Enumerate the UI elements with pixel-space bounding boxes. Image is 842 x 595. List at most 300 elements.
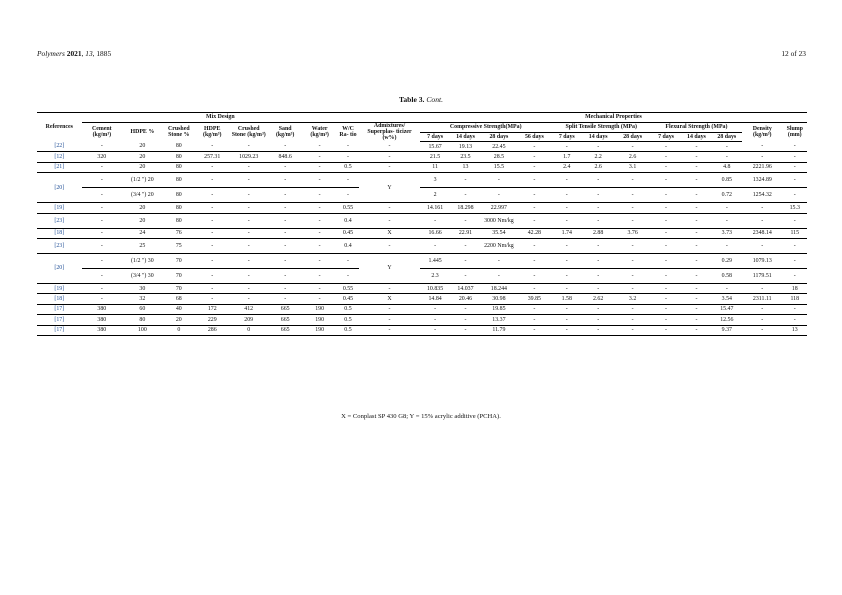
table-cell: 172: [195, 304, 229, 314]
table-cell: -: [517, 152, 551, 162]
table-cell: -: [82, 213, 123, 228]
table-cell: 0.45: [337, 228, 359, 238]
table-cell: 23.5: [450, 152, 480, 162]
table-cell: -: [450, 239, 480, 254]
table-cell: 3.76: [614, 228, 650, 238]
table-cell: -: [582, 304, 614, 314]
table-cell: -: [268, 173, 302, 188]
table-cell: -: [552, 142, 582, 152]
table-cell: -: [229, 228, 268, 238]
journal-volume: 13: [85, 49, 93, 58]
table-cell: -: [651, 325, 681, 335]
table-cell: 22.997: [481, 203, 517, 213]
reference-cell: [19]: [37, 284, 82, 294]
table-cell: -: [712, 239, 742, 254]
table-cell: -: [481, 254, 517, 269]
col-day: 14 days: [450, 132, 480, 142]
table-cell: 70: [163, 269, 195, 284]
table-cell: -: [517, 325, 551, 335]
table-row: [37, 304, 807, 314]
table-cell: -: [359, 152, 420, 162]
table-cell: 380: [82, 315, 123, 325]
table-cell: -: [195, 188, 229, 203]
col-day: 7 days: [651, 132, 681, 142]
table-cell: 0.58: [712, 269, 742, 284]
table-cell: 1324.89: [742, 173, 783, 188]
table-cell: 0.29: [712, 254, 742, 269]
table-cell: -: [450, 213, 480, 228]
table-cell: -: [681, 304, 711, 314]
table-cell: -: [681, 188, 711, 203]
col-day: 14 days: [582, 132, 614, 142]
table-cell: -: [82, 203, 123, 213]
reference-cell: [20]: [37, 254, 82, 284]
table-cell: -: [268, 254, 302, 269]
table-cell: 80: [163, 188, 195, 203]
table-cell: -: [681, 152, 711, 162]
table-cell: 18: [783, 284, 807, 294]
table-cell: 2221.96: [742, 162, 783, 172]
table-cell: -: [651, 254, 681, 269]
table-cell: 14.84: [420, 294, 450, 304]
col-day: 28 days: [481, 132, 517, 142]
col-crushed-pct: Crushed Stone %: [168, 126, 190, 139]
table-cell: -: [195, 239, 229, 254]
table-cell: 320: [82, 152, 123, 162]
table-cell: 100: [122, 325, 163, 335]
table-cell: -: [337, 152, 359, 162]
table-cell: 2.6: [582, 162, 614, 172]
group-mechanical-properties: Mechanical Properties: [420, 113, 807, 123]
table-cell: 19.13: [450, 142, 480, 152]
table-cell: 42.28: [517, 228, 551, 238]
table-cell: -: [614, 325, 650, 335]
table-cell: -: [302, 213, 336, 228]
table-cell: 2.4: [552, 162, 582, 172]
table-cell: -: [742, 239, 783, 254]
table-cell: 80: [163, 173, 195, 188]
col-hdpe-pct: HDPE %: [130, 129, 155, 136]
table-cell: 13: [783, 325, 807, 335]
col-water: Water (kg/m³): [310, 126, 329, 139]
table-row: [37, 162, 807, 172]
col-references: References: [37, 113, 82, 142]
table-cell: 20.46: [450, 294, 480, 304]
table-cell: 24: [122, 228, 163, 238]
table-cell: 665: [268, 304, 302, 314]
table-cell: -: [552, 284, 582, 294]
table-cell: -: [552, 203, 582, 213]
table-cell: -: [481, 188, 517, 203]
table-cell: -: [582, 173, 614, 188]
table-cell: -: [742, 284, 783, 294]
table-cell: 13: [450, 162, 480, 172]
table-cell: -: [517, 173, 551, 188]
table-cell: -: [681, 294, 711, 304]
table-cell: -: [681, 239, 711, 254]
table-cell: -: [651, 188, 681, 203]
table-cell: -: [783, 213, 807, 228]
table-cell: -: [517, 239, 551, 254]
table-cell: -: [552, 254, 582, 269]
table-cell: -: [302, 228, 336, 238]
table-cell: -: [450, 188, 480, 203]
reference-cell: [21]: [37, 162, 82, 172]
table-cell: 40: [163, 304, 195, 314]
table-cell: Y: [359, 173, 420, 203]
table-cell: -: [337, 173, 359, 188]
table-cell: X: [359, 228, 420, 238]
table-cell: -: [517, 304, 551, 314]
table-cell: 28.5: [481, 152, 517, 162]
col-admixtures: Admixtures/ Superplas- ticizer (w%): [367, 123, 412, 142]
table-cell: -: [742, 325, 783, 335]
col-compressive: Compressive Strength(MPa): [420, 123, 552, 133]
table-cell: -: [712, 284, 742, 294]
table-cell: 1029.23: [229, 152, 268, 162]
table-cell: Y: [359, 254, 420, 284]
table-row: [37, 269, 807, 284]
table-cell: -: [359, 304, 420, 314]
col-crushed-kg: Crushed Stone (kg/m³): [231, 126, 266, 139]
table-cell: -: [517, 213, 551, 228]
table-cell: -: [450, 304, 480, 314]
table-cell: (3/4 ") 20: [122, 188, 163, 203]
table-cell: -: [582, 188, 614, 203]
table-cell: -: [268, 239, 302, 254]
reference-cell: [18]: [37, 294, 82, 304]
table-cell: -: [552, 173, 582, 188]
table-cell: 68: [163, 294, 195, 304]
table-row: [37, 188, 807, 203]
table-cell: -: [481, 269, 517, 284]
table-cell: 848.6: [268, 152, 302, 162]
table-cell: -: [681, 142, 711, 152]
table-cell: -: [268, 284, 302, 294]
table-cell: -: [195, 142, 229, 152]
col-day: 56 days: [517, 132, 551, 142]
table-cell: 80: [122, 315, 163, 325]
table-cell: -: [195, 284, 229, 294]
table-cell: -: [552, 315, 582, 325]
table-cell: -: [337, 188, 359, 203]
table-cell: 80: [163, 162, 195, 172]
table-cell: -: [582, 315, 614, 325]
table-cell: 2.88: [582, 228, 614, 238]
table-cell: 3: [420, 173, 450, 188]
table-cell: -: [681, 315, 711, 325]
table-cell: -: [614, 188, 650, 203]
reference-cell: [12]: [37, 152, 82, 162]
table-cell: 80: [163, 152, 195, 162]
table-cell: 2.3: [420, 269, 450, 284]
table-cell: 12.56: [712, 315, 742, 325]
table-cell: -: [337, 254, 359, 269]
table-cell: 15.67: [420, 142, 450, 152]
table-cell: -: [195, 294, 229, 304]
table-cell: 2.2: [582, 152, 614, 162]
table-cell: -: [82, 294, 123, 304]
table-cell: -: [783, 188, 807, 203]
table-cell: 76: [163, 228, 195, 238]
table-cell: -: [582, 239, 614, 254]
table-cell: -: [582, 203, 614, 213]
table-cell: -: [582, 325, 614, 335]
data-table: [37, 112, 807, 336]
table-cell: -: [783, 142, 807, 152]
table-cell: -: [582, 284, 614, 294]
page-number: 12 of 23: [781, 49, 806, 58]
table-cell: 11.79: [481, 325, 517, 335]
reference-cell: [23]: [37, 213, 82, 228]
table-cell: -: [552, 269, 582, 284]
table-cell: -: [681, 228, 711, 238]
table-cell: -: [229, 162, 268, 172]
col-day: 14 days: [681, 132, 711, 142]
table-cell: 1254.32: [742, 188, 783, 203]
table-cell: 1.445: [420, 254, 450, 269]
table-cell: 15.47: [712, 304, 742, 314]
table-row: [37, 294, 807, 304]
table-cell: 15.3: [783, 203, 807, 213]
table-cell: -: [651, 203, 681, 213]
col-day: 28 days: [712, 132, 742, 142]
table-cell: 30.98: [481, 294, 517, 304]
table-cell: -: [614, 213, 650, 228]
table-cell: 39.85: [517, 294, 551, 304]
col-sand: Sand (kg/m³): [275, 126, 295, 139]
table-cell: -: [552, 213, 582, 228]
group-mix-design: Mix Design: [82, 113, 360, 123]
table-cell: 190: [302, 304, 336, 314]
table-cell: -: [712, 152, 742, 162]
table-cell: 4.8: [712, 162, 742, 172]
table-cell: -: [517, 203, 551, 213]
table-row: [37, 203, 807, 213]
table-cell: -: [582, 269, 614, 284]
table-cell: -: [614, 304, 650, 314]
table-row: [37, 315, 807, 325]
table-cell: -: [582, 254, 614, 269]
table-cell: -: [359, 142, 420, 152]
table-cell: 14.161: [420, 203, 450, 213]
table-cell: 0.5: [337, 304, 359, 314]
table-cell: -: [742, 304, 783, 314]
table-cell: -: [359, 315, 420, 325]
table-cell: -: [82, 284, 123, 294]
table-cell: 1.7: [552, 152, 582, 162]
table-cell: -: [783, 315, 807, 325]
table-cell: 11: [420, 162, 450, 172]
reference-cell: [17]: [37, 304, 82, 314]
article-number: 1885: [96, 49, 112, 58]
table-cell: 0: [163, 325, 195, 335]
table-cell: -: [420, 213, 450, 228]
table-cell: 665: [268, 315, 302, 325]
table-cell: -: [302, 152, 336, 162]
table-cell: -: [681, 254, 711, 269]
col-day: 28 days: [614, 132, 650, 142]
table-cell: -: [302, 142, 336, 152]
col-hdpe-kg: HDPE (kg/m³): [203, 126, 222, 139]
reference-cell: [19]: [37, 203, 82, 213]
table-caption: [0, 95, 842, 104]
table-cell: -: [82, 254, 123, 269]
col-flexural: Flexural Strength (MPa): [651, 123, 742, 133]
table-cell: 1179.51: [742, 269, 783, 284]
table-cell: -: [420, 304, 450, 314]
table-cell: -: [359, 325, 420, 335]
table-cell: -: [268, 228, 302, 238]
table-cell: -: [229, 254, 268, 269]
table-cell: -: [82, 162, 123, 172]
table-cell: -: [651, 284, 681, 294]
table-cell: -: [359, 213, 420, 228]
table-cell: (1/2 ") 30: [122, 254, 163, 269]
reference-cell: [23]: [37, 239, 82, 254]
table-cell: -: [420, 239, 450, 254]
table-cell: -: [302, 203, 336, 213]
table-cell: -: [302, 162, 336, 172]
table-cell: -: [517, 162, 551, 172]
table-cell: -: [651, 162, 681, 172]
table-cell: 229: [195, 315, 229, 325]
table-cell: -: [229, 142, 268, 152]
table-cell: -: [712, 142, 742, 152]
table-cell: -: [517, 315, 551, 325]
table-cell: 18.244: [481, 284, 517, 294]
table-cell: -: [552, 239, 582, 254]
table-cell: -: [268, 203, 302, 213]
table-cell: 22.91: [450, 228, 480, 238]
table-cell: -: [302, 254, 336, 269]
reference-cell: [17]: [37, 325, 82, 335]
table-cell: -: [82, 188, 123, 203]
table-cell: -: [420, 315, 450, 325]
table-cell: 2348.14: [742, 228, 783, 238]
table-cell: -: [783, 162, 807, 172]
table-cell: 257.31: [195, 152, 229, 162]
reference-cell: [18]: [37, 228, 82, 238]
table-cell: 1.58: [552, 294, 582, 304]
table-continued: Cont.: [426, 95, 444, 104]
table-cell: -: [229, 173, 268, 188]
table-cell: 0: [229, 325, 268, 335]
table-cell: -: [651, 213, 681, 228]
table-cell: 380: [82, 325, 123, 335]
table-cell: 15.5: [481, 162, 517, 172]
table-cell: -: [651, 152, 681, 162]
table-row: [37, 284, 807, 294]
table-cell: 75: [163, 239, 195, 254]
table-cell: -: [302, 239, 336, 254]
table-cell: -: [229, 239, 268, 254]
table-cell: -: [552, 188, 582, 203]
table-cell: -: [582, 213, 614, 228]
table-cell: -: [195, 162, 229, 172]
table-cell: -: [82, 228, 123, 238]
table-cell: 14.037: [450, 284, 480, 294]
table-cell: -: [229, 269, 268, 284]
table-cell: 0.5: [337, 315, 359, 325]
col-split-tensile: Split Tensile Strength (MPa): [552, 123, 651, 133]
col-cement: Cement (kg/m³): [92, 126, 112, 139]
table-cell: -: [742, 315, 783, 325]
journal-name: Polymers: [37, 49, 65, 58]
table-cell: -: [614, 254, 650, 269]
table-cell: -: [302, 173, 336, 188]
table-cell: 70: [163, 284, 195, 294]
reference-cell: [17]: [37, 315, 82, 325]
table-cell: -: [651, 228, 681, 238]
table-cell: 30: [122, 284, 163, 294]
table-cell: 118: [783, 294, 807, 304]
table-cell: -: [651, 239, 681, 254]
table-cell: 3000 Nm/kg: [481, 213, 517, 228]
table-cell: 21.5: [420, 152, 450, 162]
table-cell: 70: [163, 254, 195, 269]
table-cell: 20: [122, 162, 163, 172]
table-cell: -: [517, 142, 551, 152]
table-cell: -: [450, 315, 480, 325]
table-cell: -: [359, 162, 420, 172]
table-cell: -: [783, 269, 807, 284]
table-cell: -: [195, 254, 229, 269]
table-cell: -: [268, 142, 302, 152]
table-cell: -: [651, 294, 681, 304]
table-cell: 35.54: [481, 228, 517, 238]
table-cell: -: [268, 294, 302, 304]
table-cell: -: [742, 142, 783, 152]
table-cell: 2: [420, 188, 450, 203]
table-cell: 0.72: [712, 188, 742, 203]
table-cell: 3.54: [712, 294, 742, 304]
table-cell: -: [517, 284, 551, 294]
table-cell: 25: [122, 239, 163, 254]
table-cell: 380: [82, 304, 123, 314]
table-cell: -: [712, 213, 742, 228]
table-cell: -: [614, 315, 650, 325]
table-cell: -: [229, 188, 268, 203]
table-cell: 0.55: [337, 284, 359, 294]
table-cell: 0.45: [337, 294, 359, 304]
table-cell: -: [614, 239, 650, 254]
table-cell: 190: [302, 315, 336, 325]
table-row: [37, 325, 807, 335]
table-cell: -: [450, 173, 480, 188]
table-cell: -: [651, 315, 681, 325]
table-cell: 2.62: [582, 294, 614, 304]
table-cell: 80: [163, 213, 195, 228]
table-cell: -: [481, 173, 517, 188]
table-cell: -: [552, 325, 582, 335]
table-cell: 0.4: [337, 213, 359, 228]
table-cell: -: [195, 203, 229, 213]
table-cell: -: [651, 173, 681, 188]
table-cell: 18.298: [450, 203, 480, 213]
col-day: 7 days: [420, 132, 450, 142]
table-row: [37, 239, 807, 254]
table-cell: -: [651, 269, 681, 284]
table-cell: -: [552, 304, 582, 314]
table-cell: -: [614, 203, 650, 213]
table-cell: -: [614, 284, 650, 294]
table-cell: -: [195, 173, 229, 188]
table-cell: -: [712, 203, 742, 213]
table-cell: -: [337, 269, 359, 284]
table-row: [37, 173, 807, 188]
table-cell: -: [681, 325, 711, 335]
